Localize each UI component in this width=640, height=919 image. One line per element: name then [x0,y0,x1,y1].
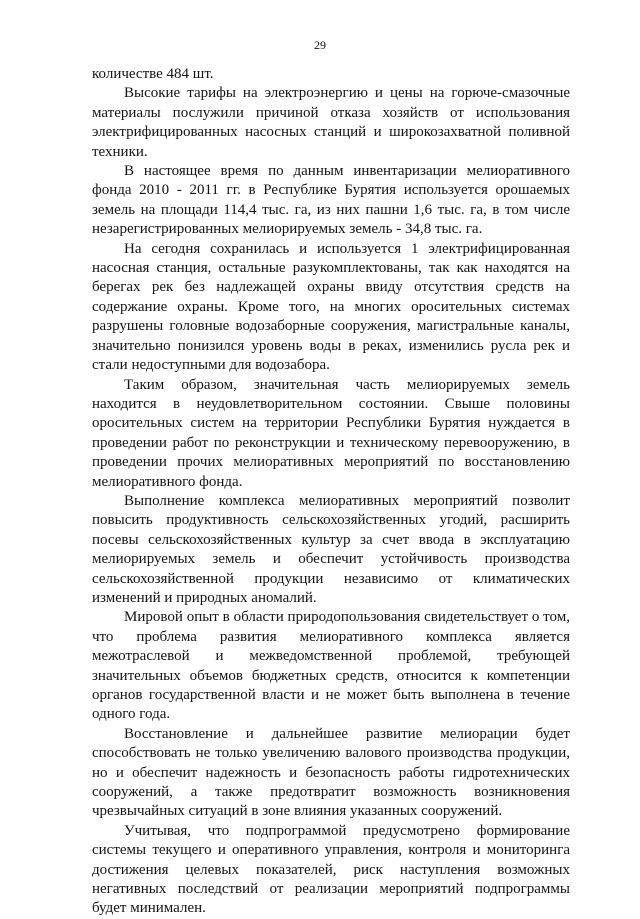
page-number: 29 [314,38,326,52]
paragraph-conclusion: Таким образом, значительная часть мелиорируемых земель находится в неудовлетворительном состоянии. Свыше половины оросительных систем на территории Республики Бурятия нуждается в проведении работ по реконструкции и техническому перевооружению, в проведении прочих мелиоративных мероприятий по восстановлению мелиоративного фонда. [92,376,570,490]
body-text [92,65,570,919]
paragraph-continuation: количестве 484 шт. [92,66,214,82]
paragraph-pump-station: На сегодня сохранилась и используется 1 электрифицированная насосная станция, остальные разукомплектованы, так как находятся на берегах рек без надлежащей охраны ввиду отсутствия средств на содержание охраны. Кроме того, на многих оросительных системах разрушены головные водозаборные сооружения, магистральные каналы, значительно понизился уровень воды в реках, изменились русла рек и стали недоступными для водозабора. [92,240,570,374]
paragraph-benefits: Выполнение комплекса мелиоративных мероприятий позволит повысить продуктивность сельскохозяйственных угодий, расширить посевы сельскохозяйственных культур за счет ввода в эксплуатацию мелиорируемых земель и обеспечит устойчивость производства сельскохозяйственной продукции независимо от климатических изменений и природных аномалий. [92,492,570,606]
paragraph-inventory: В настоящее время по данным инвентаризации мелиоративного фонда 2010 - 2011 гг. в Республике Бурятия используется орошаемых земель на площади 114,4 тыс. га, из них пашни 1,6 тыс. га, в том числе незарегистрированных мелиорируемых земель - 34,8 тыс. га. [92,163,570,238]
paragraph-tariffs: Высокие тарифы на электроэнергию и цены на горюче-смазочные материалы послужили причиной отказа хозяйств от использования электрифицированных насосных станций и широкозахватной поливной техники. [92,85,570,160]
paragraph-risk: Учитывая, что подпрограммой предусмотрено формирование системы текущего и оперативного управления, контроля и мониторинга достижения целевых показателей, риск наступления возможных негативных последствий от реализации мероприятий подпрограммы будет минимален. [92,822,570,917]
paragraph-world-experience: Мировой опыт в области природопользования свидетельствует о том, что проблема развития мелиоративного комплекса является межотраслевой и межведомственной проблемой, требующей значительных объемов бюджетных средств, относится к компетенции органов государственной власти и не может быть выполнена в течение одного года. [92,609,570,723]
paragraph-restoration: Восстановление и дальнейшее развитие мелиорации будет способствовать не только увеличению валового производства продукции, но и обеспечит надежность и безопасность работы гидротехнических сооружений, а также предотвратит возможность возникновения чрезвычайных ситуаций в зоне влияния указанных сооружений. [92,725,570,820]
